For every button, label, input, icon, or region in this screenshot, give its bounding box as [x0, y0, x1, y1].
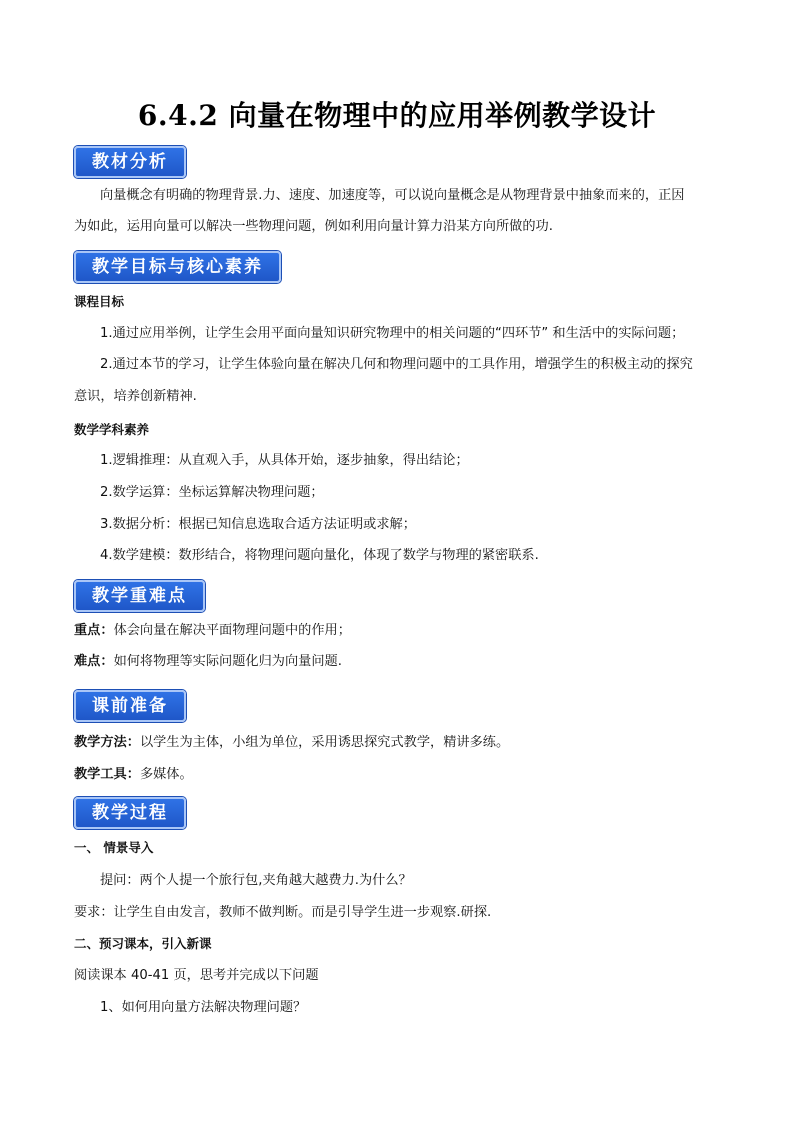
key-point-line: [74, 621, 351, 641]
key-point-text: 体会向量在解决平面物理问题中的作用；: [113, 623, 351, 638]
section-heading-key-points: 教学重难点: [74, 580, 205, 612]
process-part1-question: 提问：两个人提一个旅行包,夹角越大越费力.为什么？: [100, 873, 412, 888]
teaching-tools-line: [74, 765, 193, 785]
process-part2-heading: 二、预习课本，引入新课: [74, 936, 212, 951]
goal-item-2-line2: 意识，培养创新精神.: [74, 389, 197, 404]
analysis-text-line1: 向量概念有明确的物理背景.力、速度、加速度等，可以说向量概念是从物理背景中抽象而来的，正因: [100, 188, 685, 203]
teaching-tools-text: 多媒体。: [139, 767, 193, 782]
teaching-method-label: 教学方法：: [74, 735, 140, 750]
literacy-item-4: 4.数学建模：数形结合，将物理问题向量化，体现了数学与物理的紧密联系.: [100, 548, 539, 563]
document-title: 6.4.2 向量在物理中的应用举例教学设计: [137, 99, 657, 132]
course-goals-label: 课程目标: [74, 294, 125, 309]
goal-item-1: 1.通过应用举例，让学生会用平面向量知识研究物理中的相关问题的“四环节” 和生活中的实际问题；: [100, 326, 685, 341]
teaching-method-line: [74, 733, 509, 753]
teaching-tools-label: 教学工具：: [74, 767, 140, 782]
section-heading-preparation: 课前准备: [74, 690, 186, 722]
process-part1-heading: 一、 情景导入: [74, 840, 154, 855]
difficult-point-line: [74, 652, 342, 672]
literacy-item-2: 2.数学运算：坐标运算解决物理问题；: [100, 485, 324, 500]
process-part1-requirement: 要求：让学生自由发言，教师不做判断。而是引导学生进一步观察.研探.: [74, 905, 492, 920]
key-point-label: 重点：: [74, 623, 114, 638]
section-heading-analysis: 教材分析: [74, 146, 186, 178]
literacy-item-1: 1.逻辑推理：从直观入手，从具体开始，逐步抽象，得出结论；: [100, 453, 469, 468]
section-heading-goals: 教学目标与核心素养: [74, 251, 281, 283]
difficult-point-text: 如何将物理等实际问题化归为向量问题.: [113, 654, 342, 669]
analysis-text-line2: 为如此，运用向量可以解决一些物理问题，例如利用向量计算力沿某方向所做的功.: [74, 219, 553, 234]
process-part2-reading: 阅读课本 40-41 页，思考并完成以下问题: [74, 968, 319, 983]
goal-item-2-line1: 2.通过本节的学习，让学生体验向量在解决几何和物理问题中的工具作用，增强学生的积极主动的探究: [100, 357, 693, 372]
literacy-item-3: 3.数据分析：根据已知信息选取合适方法证明或求解；: [100, 517, 416, 532]
teaching-method-text: 以学生为主体，小组为单位，采用诱思探究式教学，精讲多练。: [139, 735, 510, 750]
section-heading-process: 教学过程: [74, 797, 186, 829]
literacy-label: 数学学科素养: [74, 422, 150, 437]
process-part2-question-1: 1、如何用向量方法解决物理问题？: [100, 1000, 307, 1015]
difficult-point-label: 难点：: [74, 654, 114, 669]
